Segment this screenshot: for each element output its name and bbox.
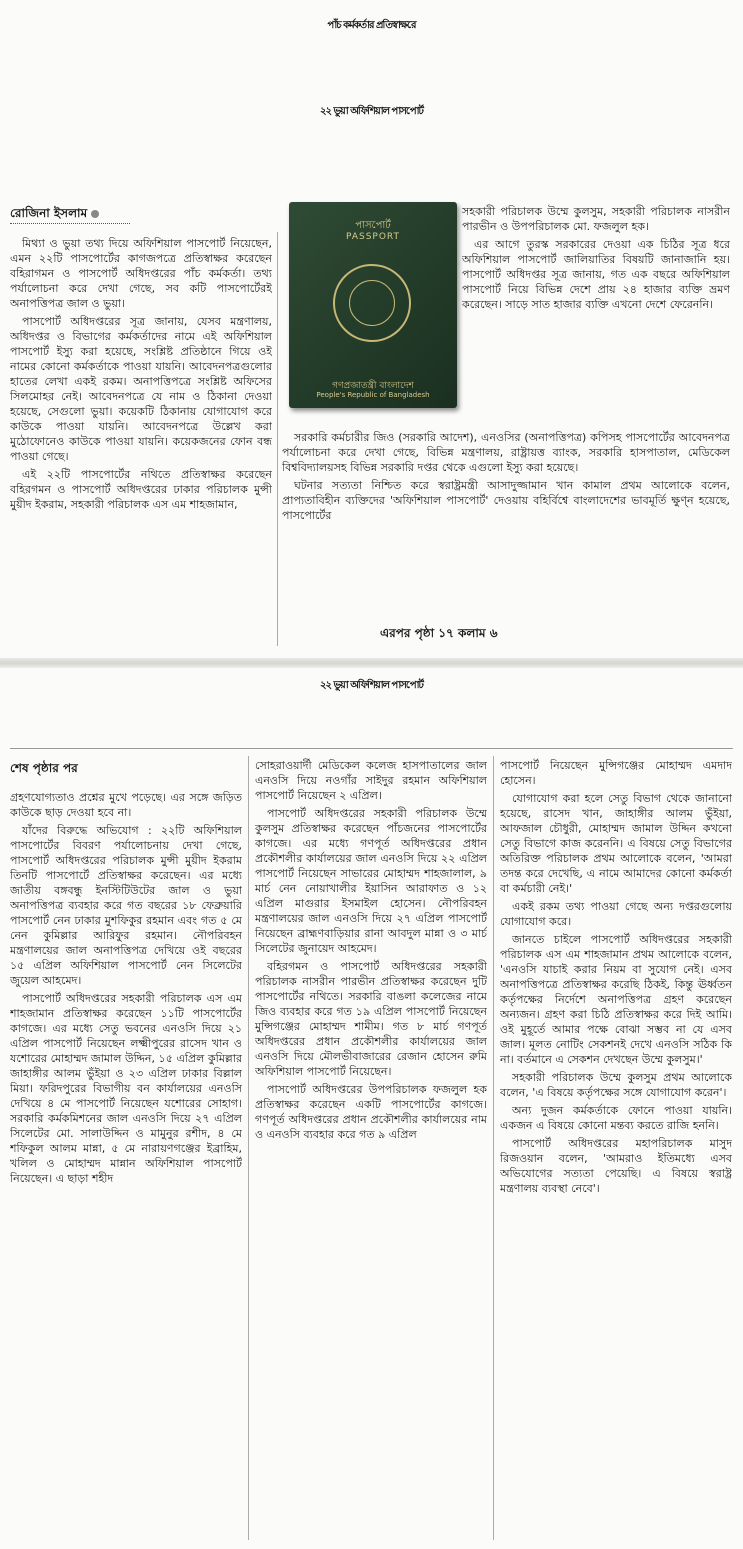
- passport-country-en: People's Republic of Bangladesh: [316, 391, 430, 399]
- article-paragraph: যাঁদের বিরুদ্ধে অভিযোগ : ২২টি অফিশিয়াল পাসপোর্টের বিবরণ পর্যালোচনায় দেখা গেছে, পাসপোর্ট অধিদপ্তরের পরিচালক মুন্সী মুয়ীদ ইকরাম তিনটি পাসপোর্টে প্রতিস্বাক্ষর করেছেন। এর মধ্যে জাতীয় বঙ্গবন্ধু ইনস্টিটিউটের জাল ও ভুয়া অনাপত্তিপত্র ব্যবহার করে গত বছরের ১৮ ফেব্রুয়ারি পাসপোর্ট নেন ঢাকার মুশফিকুর রহমান এবং গত ৫ মে নেন কুমিল্লার আরিফুর রহমান। নৌপরিবহন মন্ত্রণালয়ের জাল অনাপত্তিপত্র দেখিয়ে ওই বছরের ১৫ এপ্রিল অফিশিয়াল পাসপোর্ট নেন সিলেটের জুয়েল আহমেদ।: [10, 824, 242, 987]
- article-paragraph: যোগাযোগ করা হলে সেতু বিভাগ থেকে জানানো হয়েছে, রাসেদ খান, জাহাঙ্গীর আলম ভুঁইয়া, আফজাল চৌধুরী, মোহাম্মদ জামাল উদ্দিন কখনো সেতু বিভাগে কাজ করেননি। এ বিষয়ে সেতু বিভাগের অতিরিক্ত পরিচালক প্রথম আলোকে বলেন, 'আমরা তদন্ত করে দেখেছি, এ নামে আমাদের কোনো কর্মকর্তা বা কর্মচারী নেই।': [500, 792, 732, 895]
- article-paragraph: এই ২২টি পাসপোর্টের নথিতে প্রতিস্বাক্ষর করেছেন বহিরগমন ও পাসপোর্ট অধিদপ্তরের ঢাকার পরিচালক মুন্সী মুয়ীদ ইকরাম, সহকারী পরিচালক এস এম শাহজামান,: [10, 468, 272, 511]
- continuation-column-1: [10, 790, 242, 1540]
- article-paragraph: গ্রহণযোগ্যতাও প্রশ্নের মুখে পড়েছে। এর সঙ্গে জড়িত কাউকে ছাড় দেওয়া হবে না।: [10, 791, 242, 819]
- byline-rule: [10, 223, 130, 224]
- article-column-1: [10, 236, 272, 646]
- article-paragraph: পাসপোর্ট অধিদপ্তরের মহাপরিচালক মাসুদ রিজওয়ান বলেন, 'আমরাও ইতিমধ্যে এসব অভিযোগের সত্যতা পেয়েছি। এ বিষয়ে স্বরাষ্ট্র মন্ত্রণালয় ব্যবস্থা নেবে'।: [500, 1137, 732, 1195]
- continued-on: এরপর পৃষ্ঠা ১৭ কলাম ৬: [380, 626, 498, 640]
- article-paragraph: পাসপোর্ট অধিদপ্তরের সূত্র জানায়, যেসব মন্ত্রণালয়, অধিদপ্তর ও বিভাগের কর্মকর্তাদের নামে এই অফিশিয়াল পাসপোর্ট ইস্যু করা হয়েছে, সংশ্লিষ্ট প্রতিষ্ঠানে গিয়ে ওই নামের কোনো কর্মকর্তাকে পাওয়া যায়নি। আবেদনপত্রগুলোর হাতের লেখা একই রকম। অনাপত্তিপত্রে সংশ্লিষ্ট অফিসের সিলমোহর নেই। আবেদনপত্রে যে নাম ও ঠিকানা দেওয়া হয়েছে, সেগুলো ভুয়া। কয়েকটি ঠিকানায় যোগাযোগ করে কাউকে পাওয়া যায়নি। আবেদনপত্রে উল্লেখ করা মুঠোফোনেও কাউকে পাওয়া যায়নি। কয়েকজনের ফোন বন্ধ পাওয়া গেছে।: [10, 315, 272, 463]
- passport-title-en: PASSPORT: [345, 232, 401, 242]
- article-paragraph: অন্য দুজন কর্মকর্তাকে ফোনে পাওয়া যায়নি। একজন এ বিষয়ে কোনো মন্তব্য করতে রাজি হননি।: [500, 1104, 732, 1132]
- column-rule: [277, 232, 278, 646]
- article-column-2-bottom: [282, 430, 730, 622]
- article-paragraph: পাসপোর্ট নিয়েছেন মুন্সিগঞ্জের মোহাম্মদ এমদাদ হোসেন।: [500, 759, 732, 787]
- article-paragraph: সহকারী পরিচালক উম্মে কুলসুম, সহকারী পরিচালক নাসরীন পারভীন ও উপপরিচালক মো. ফজলুল হক।: [462, 205, 730, 233]
- article-column-2-top: [462, 204, 730, 426]
- continuation-column-2: [255, 758, 487, 1540]
- article-paragraph: পাসপোর্ট অধিদপ্তরের উপপরিচালক ফজলুল হক প্রতিস্বাক্ষর করেছেন একটি পাসপোর্টের কাগজে। গণপূর্ত অধিদপ্তরের প্রধান প্রকৌশলীর কার্যালয়ের নাম ও এনওসি ব্যবহার করে গত ৯ এপ্রিল: [255, 1083, 487, 1141]
- passport-photo: [289, 202, 457, 408]
- article-paragraph: মিথ্যা ও ভুয়া তথ্য দিয়ে অফিশিয়াল পাসপোর্ট নিয়েছেন, এমন ২২টি পাসপোর্টের কাগজপত্রে প্রতিস্বাক্ষর করেছেন বহিরাগমন ও পাসপোর্ট অধিদপ্তরের পাঁচ কর্মকর্তা। তথ্য পর্যালোচনা করে দেখা গেছে, সব কটি পাসপোর্টেরই অনাপত্তিপত্র জাল ও ভুয়া।: [10, 237, 272, 310]
- passport-title-bn: পাসপোর্ট: [355, 220, 391, 231]
- column-rule: [493, 756, 494, 1540]
- headline-rule: [10, 748, 733, 749]
- article-paragraph: এর আগে তুরস্ক সরকারের দেওয়া এক চিঠির সূত্র ধরে অফিশিয়াল পাসপোর্ট জালিয়াতির বিষয়টি জানাজানি হয়। পাসপোর্ট অধিদপ্তর সূত্র জানায়, গত এক বছরে অফিশিয়াল পাসপোর্ট নিয়ে বিভিন্ন দেশে প্রায় ২৪ হাজার ব্যক্তি ভ্রমণ করেছেন। সাড়ে সাত হাজার ব্যক্তি এখনো দেশে ফেরেননি।: [462, 238, 730, 311]
- headline-line-2: ২২ ভুয়া অফিশিয়াল পাসপোর্ট: [320, 106, 423, 117]
- byline-name: রোজিনা ইসলাম: [10, 206, 88, 220]
- article-paragraph: বহিরগমন ও পাসপোর্ট অধিদপ্তরের সহকারী পরিচালক নাসরীন পারভীন প্রতিস্বাক্ষর করেছেন দুটি পাসপোর্টের নথিতে। সরকারি বাঙলা কলেজের নামে জিও ব্যবহার করে গত ১৯ এপ্রিল পাসপোর্ট নিয়েছেন মুন্সিগঞ্জের মোহাম্মদ শামীম। গত ৮ মার্চ গণপূর্ত অধিদপ্তরের প্রধান প্রকৌশলীর কার্যালয়ের জাল এনওসি দিয়ে মৌলভীবাজারের রেজান হোসেন রুমি অফিশিয়াল পাসপোর্ট নিয়েছেন।: [255, 960, 487, 1078]
- headline-line-1: পাঁচ কর্মকর্তার প্রতিস্বাক্ষরে: [327, 20, 416, 31]
- emblem-seal-icon: [333, 264, 411, 342]
- article-paragraph: জানতে চাইলে পাসপোর্ট অধিদপ্তরের সহকারী পরিচালক এস এম শাহজামান প্রথম আলোকে বলেন, 'এনওসি যাচাই করার নিয়ম বা সুযোগ নেই। এসব অনাপত্তিপত্রে প্রতিস্বাক্ষর করেছি ঠিকই, কিন্তু ঊর্ধ্বতন কর্তৃপক্ষের নির্দেশে অনাপত্তিপত্র গ্রহণ করেছেন অন্যজন। গ্রহণ করা চিঠি প্রতিস্বাক্ষর করে দিই আমি। ওই মুহূর্তে আমার পক্ষে বোঝা সম্ভব না যে এসব জাল। মূলত নোটিং সেকশনই দেখে এনওসি সঠিক কি না। বর্তমানে এ সেকশন দেখছেন উম্মে কুলসুম।': [500, 933, 732, 1066]
- passport-country-bn: গণপ্রজাতন্ত্রী বাংলাদেশ: [332, 381, 414, 391]
- article-paragraph: পাসপোর্ট অধিদপ্তরের সহকারী পরিচালক উম্মে কুলসুম প্রতিস্বাক্ষর করেছেন পাঁচজনের পাসপোর্টের কাগজে। এর মধ্যে গণপূর্ত অধিদপ্তরের প্রধান প্রকৌশলীর কার্যালয়ের জাল এনওসি দিয়ে ২২ এপ্রিল পাসপোর্ট নিয়েছেন সাভারের মোহাম্মদ শাহজালাল, ৯ মার্চ নেন নোয়াখালীর ইয়াসিন আরাফাত ও ১২ এপ্রিল মাগুরার ইসমাইল হোসেন। নৌপরিবহন মন্ত্রণালয়ের জাল এনওসি দিয়ে ২৭ এপ্রিল পাসপোর্ট নিয়েছেন ব্রাহ্মণবাড়িয়ার রানা আবদুল মান্না ও ৩ মার্চ সিলেটের জুনায়েদ আহমেদ।: [255, 807, 487, 955]
- continued-from-label: শেষ পৃষ্ঠার পর: [10, 761, 78, 775]
- byline-dot-icon: [91, 210, 99, 218]
- article-paragraph: সরকারি কর্মচারীর জিও (সরকারি আদেশ), এনওসির (অনাপত্তিপত্র) কপিসহ পাসপোর্টের আবেদনপত্র পর্যালোচনা করে দেখা গেছে, বিভিন্ন মন্ত্রণালয়, রাষ্ট্রায়ত্ত ব্যাংক, সরকারি হাসপাতাল, মেডিকেল বিশ্ববিদ্যালয়সহ বিভিন্ন সরকারি দপ্তর থেকে এগুলো ইস্যু করা হয়েছে।: [282, 431, 730, 474]
- article-paragraph: একই রকম তথ্য পাওয়া গেছে অন্য দপ্তরগুলোয় যোগাযোগ করে।: [500, 900, 732, 928]
- article-paragraph: ঘটনার সত্যতা নিশ্চিত করে স্বরাষ্ট্রমন্ত্রী আসাদুজ্জামান খান কামাল প্রথম আলোকে বলেন, প্রাপ্যতাবিহীন ব্যক্তিদের 'অফিশিয়াল পাসপোর্ট' দেওয়ায় বহির্বিশ্বে বাংলাদেশের ভাবমূর্তি ক্ষুণ্ন হয়েছে, পাসপোর্টের: [282, 479, 730, 522]
- section-divider: [0, 658, 743, 668]
- article-paragraph: পাসপোর্ট অধিদপ্তরের সহকারী পরিচালক এস এম শাহজামান প্রতিস্বাক্ষর করেছেন ১১টি পাসপোর্টের কাগজে। এর মধ্যে সেতু ভবনের এনওসি দিয়ে ২১ এপ্রিল পাসপোর্ট নিয়েছেন লক্ষ্মীপুরের রাসেদ খান ও যশোরের মোহাম্মদ জামাল উদ্দিন, ১৫ এপ্রিল কুমিল্লার জাহাঙ্গীর আলম ভুঁইয়া ও ২৩ এপ্রিল ঢাকার বিল্লাল মিয়া। ফরিদপুরের বিভাগীয় বন কার্যালয়ের এনওসি দেখিয়ে ৪ মে পাসপোর্ট নিয়েছেন যশোরের সোহাগ। সরকারি কর্মকমিশনের জাল এনওসি দিয়ে ২৭ এপ্রিল সিলেটের মো. সালাউদ্দিন ও মামুনুর রশীদ, ৪ মে শফিকুল আলম মান্না, ৫ মে নারায়ণগঞ্জের ইব্রাহিম, খলিল ও মোহাম্মদ মান্নান অফিশিয়াল পাসপোর্ট নিয়েছেন। এ ছাড়া শহীদ: [10, 992, 242, 1185]
- article-paragraph: সহকারী পরিচালক উম্মে কুলসুম প্রথম আলোকে বলেন, 'এ বিষয়ে কর্তৃপক্ষের সঙ্গে যোগাযোগ করেন'।: [500, 1071, 732, 1099]
- continuation-column-3: [500, 758, 732, 1540]
- article-paragraph: সোহরাওয়ার্দী মেডিকেল কলেজ হাসপাতালের জাল এনওসি দিয়ে নওগাঁর সাইদুর রহমান অফিশিয়াল পাসপোর্ট নিয়েছেন ২ এপ্রিল।: [255, 759, 487, 802]
- continuation-headline: ২২ ভুয়া অফিশিয়াল পাসপোর্ট: [320, 680, 423, 691]
- byline: [10, 205, 270, 223]
- column-rule: [248, 756, 249, 1540]
